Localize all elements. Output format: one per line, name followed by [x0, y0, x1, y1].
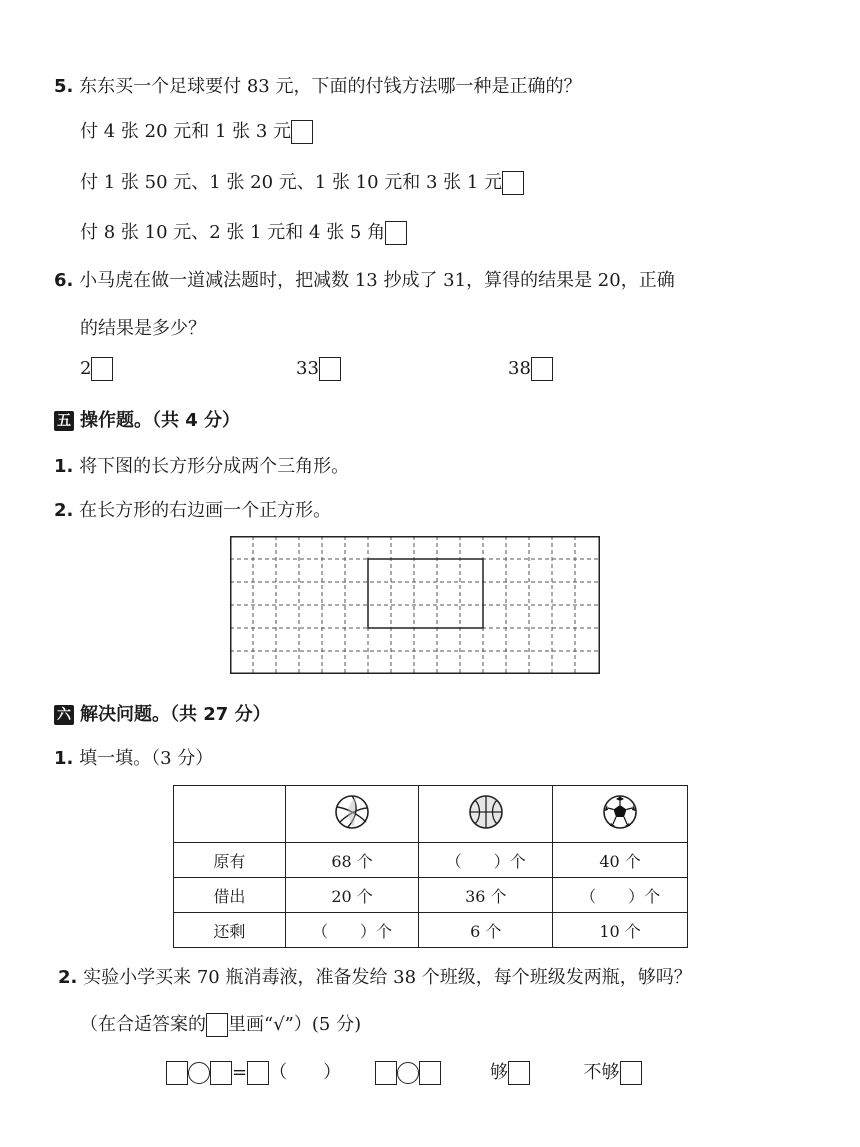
- answer-box[interactable]: [91, 357, 113, 381]
- row-label: 原有: [174, 843, 286, 878]
- q6-number: 6.: [54, 270, 74, 291]
- q6-text-line1: 小马虎在做一道减法题时，把减数 13 抄成了 31，算得的结果是 20，正确: [79, 270, 675, 291]
- answer-box[interactable]: [319, 357, 341, 381]
- answer-box[interactable]: [419, 1061, 441, 1085]
- table-cell: 40 个: [553, 843, 688, 878]
- p1-number: 1.: [54, 748, 74, 769]
- table-row: [174, 878, 688, 913]
- section-6-icon: 六: [54, 705, 74, 725]
- table-cell: 10 个: [553, 913, 688, 948]
- answer-box[interactable]: [375, 1061, 397, 1085]
- drawing-grid[interactable]: [230, 536, 600, 674]
- not-enough-label: 不够: [583, 1062, 620, 1083]
- table-cell-blank[interactable]: （ ）个: [285, 913, 419, 948]
- table-cell: 68 个: [285, 843, 419, 878]
- q5-option-3: [80, 218, 407, 245]
- p2-note-after: 里画“√”）(5 分): [228, 1014, 362, 1035]
- basketball-icon: [468, 794, 504, 830]
- table-row: [174, 843, 688, 878]
- q6-option-2-text: 33: [296, 358, 319, 379]
- q6-option-3: [508, 357, 553, 381]
- answer-box[interactable]: [531, 357, 553, 381]
- table-icon-cell: [285, 786, 419, 843]
- volleyball-icon: [334, 794, 370, 830]
- equals-sign: =: [232, 1062, 248, 1083]
- s5-item-2-number: 2.: [54, 500, 74, 521]
- s5-item-1: [54, 452, 349, 478]
- p2-stem: [58, 963, 692, 989]
- p2-number: 2.: [58, 967, 78, 988]
- answer-box[interactable]: [166, 1061, 188, 1085]
- q6-stem: [54, 266, 675, 292]
- q5-option-2: [80, 168, 524, 195]
- s5-item-1-text: 将下图的长方形分成两个三角形。: [79, 456, 350, 477]
- q6-option-1: [80, 357, 113, 381]
- answer-box[interactable]: [291, 120, 313, 144]
- table-cell: 20 个: [285, 878, 419, 913]
- table-icon-cell: [553, 786, 688, 843]
- q5-stem: [54, 72, 581, 98]
- table-header-row: [174, 786, 688, 843]
- answer-box[interactable]: [385, 221, 407, 245]
- balls-table: [173, 785, 688, 948]
- q6-stem-line2: 的结果是多少？: [80, 318, 206, 339]
- answer-box[interactable]: [247, 1061, 269, 1085]
- q5-option-1: [80, 117, 313, 144]
- not-enough-box[interactable]: [620, 1061, 642, 1085]
- compare-circle[interactable]: [397, 1062, 419, 1084]
- s5-item-1-number: 1.: [54, 456, 74, 477]
- row-label: 还剩: [174, 913, 286, 948]
- row-label: 借出: [174, 878, 286, 913]
- q5-option-2-text: 付 1 张 50 元、1 张 20 元、1 张 10 元和 3 张 1 元: [80, 172, 503, 193]
- table-corner-cell: [174, 786, 286, 843]
- section-6-heading: [54, 700, 271, 726]
- p2-note-before: （在合适答案的: [80, 1014, 206, 1035]
- q5-option-3-text: 付 8 张 10 元、2 张 1 元和 4 张 5 角: [80, 222, 386, 243]
- table-cell-blank[interactable]: （ ）个: [419, 843, 553, 878]
- table-cell: 36 个: [419, 878, 553, 913]
- section-5-icon: 五: [54, 411, 74, 431]
- enough-box[interactable]: [508, 1061, 530, 1085]
- soccer-ball-icon: [602, 794, 638, 830]
- p1-heading: [54, 744, 213, 770]
- answer-box[interactable]: [210, 1061, 232, 1085]
- table-row: [174, 913, 688, 948]
- q5-number: 5.: [54, 76, 74, 97]
- answer-paren[interactable]: （ ）: [269, 1062, 342, 1083]
- table-cell-blank[interactable]: （ ）个: [553, 878, 688, 913]
- answer-box[interactable]: [502, 171, 524, 195]
- q5-option-1-text: 付 4 张 20 元和 1 张 3 元: [80, 121, 292, 142]
- p2-instruction: [80, 1010, 361, 1037]
- section-5-title: 操作题。（共 4 分）: [80, 410, 241, 431]
- q6-option-3-text: 38: [508, 358, 531, 379]
- s5-item-2: [54, 496, 331, 522]
- table-cell: 6 个: [419, 913, 553, 948]
- p1-title: 填一填。（3 分）: [79, 748, 214, 769]
- table-icon-cell: [419, 786, 553, 843]
- p2-text: 实验小学买来 70 瓶消毒液，准备发给 38 个班级，每个班级发两瓶，够吗？: [83, 967, 692, 988]
- q6-option-2: [296, 357, 341, 381]
- sample-box: [206, 1013, 228, 1037]
- p2-answer-row: [166, 1058, 642, 1085]
- operator-circle[interactable]: [188, 1062, 210, 1084]
- q6-option-1-text: 2: [80, 358, 92, 379]
- given-rectangle: [368, 559, 483, 628]
- section-6-title: 解决问题。（共 27 分）: [80, 704, 271, 725]
- enough-label: 够: [490, 1062, 509, 1083]
- q5-text: 东东买一个足球要付 83 元，下面的付钱方法哪一种是正确的？: [79, 76, 582, 97]
- section-5-heading: [54, 406, 240, 432]
- s5-item-2-text: 在长方形的右边画一个正方形。: [79, 500, 332, 521]
